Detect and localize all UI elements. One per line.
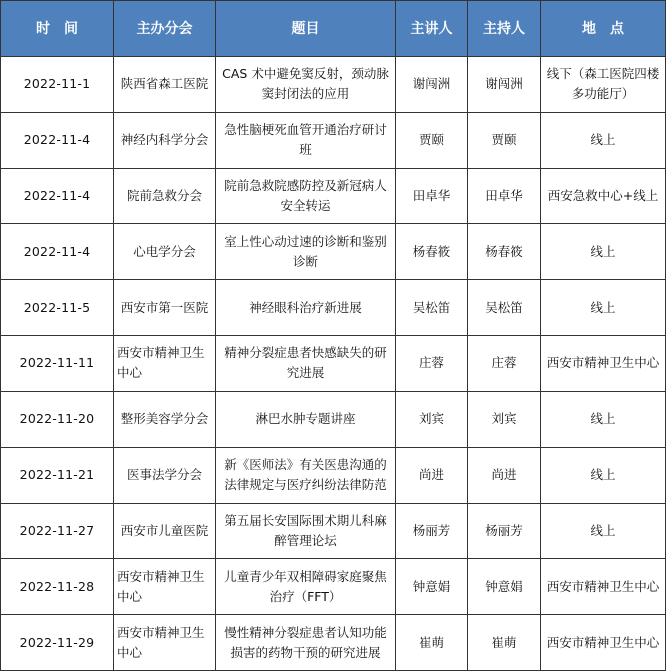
topic-line-1: CAS 术中避免窦反射，颈动脉 [222, 66, 389, 82]
host-cell [468, 112, 541, 168]
location-line-1: 线上 [590, 132, 616, 148]
topic-line-2: 损害的药物干预的研究进展 [230, 644, 381, 660]
topic-line-1: 室上性心动过速的诊断和鉴别 [224, 233, 387, 249]
organizer-text: 院前急救分会 [126, 188, 202, 204]
header-row [1, 1, 666, 57]
location-cell [541, 391, 666, 447]
organizer-text: 西安市精神卫生 中心 [117, 345, 205, 381]
location-line-1: 线上 [590, 299, 616, 315]
date-text: 2022-11-4 [23, 132, 91, 148]
host-text: 庄蓉 [491, 355, 517, 371]
date-text: 2022-11-21 [19, 467, 95, 483]
topic-cell [216, 447, 396, 503]
organizer-text: 陕西省森工医院 [120, 76, 209, 92]
speaker-text: 贾颐 [418, 132, 444, 148]
location-cell [541, 503, 666, 559]
topic-line-2: 班 [299, 142, 312, 158]
date-text: 2022-11-1 [23, 76, 91, 92]
table-row [1, 391, 666, 447]
topic-line-1: 第五届长安国际围术期儿科麻 [224, 512, 387, 528]
topic-line-1: 慢性精神分裂症患者认知功能 [224, 624, 387, 640]
organizer-text: 西安市精神卫生 中心 [117, 568, 205, 604]
date-cell [1, 447, 114, 503]
host-text: 钟意娟 [485, 578, 523, 594]
location-cell [541, 224, 666, 280]
speaker-cell [396, 280, 468, 336]
host-cell [468, 503, 541, 559]
host-text: 刘宾 [491, 411, 517, 427]
date-cell [1, 168, 114, 224]
host-cell [468, 280, 541, 336]
topic-cell [216, 615, 396, 671]
topic-line-1: 院前急救院感防控及新冠病人 [224, 178, 387, 194]
host-text: 谢闯洲 [485, 76, 523, 92]
speaker-cell [396, 112, 468, 168]
header-host: 主持人 [468, 1, 541, 57]
organizer-cell [114, 447, 216, 503]
date-cell [1, 112, 114, 168]
topic-line-1: 儿童青少年双相障碍家庭聚焦 [224, 568, 387, 584]
topic-line-2: 究进展 [286, 365, 325, 381]
organizer-text: 西安市儿童医院 [120, 522, 209, 538]
topic-cell [216, 280, 396, 336]
host-cell [468, 391, 541, 447]
date-text: 2022-11-29 [19, 634, 95, 650]
table-row [1, 615, 666, 671]
location-cell [541, 615, 666, 671]
location-line-1: 线下（森工医院四楼 [546, 66, 660, 82]
host-cell [468, 57, 541, 113]
topic-line-1: 精神分裂症患者快感缺失的研 [224, 345, 387, 361]
location-line-1: 线上 [590, 467, 616, 483]
date-cell [1, 224, 114, 280]
speaker-cell [396, 447, 468, 503]
organizer-text: 心电学分会 [133, 243, 196, 259]
host-cell [468, 168, 541, 224]
header-topic: 题目 [216, 1, 396, 57]
host-text: 贾颐 [491, 132, 517, 148]
host-cell [468, 336, 541, 392]
topic-line-2: 诊断 [292, 253, 318, 269]
table-row [1, 224, 666, 280]
organizer-cell [114, 112, 216, 168]
topic-line-1: 淋巴水肿专题讲座 [255, 411, 356, 427]
speaker-text: 吴松笛 [412, 299, 451, 315]
speaker-cell [396, 615, 468, 671]
speaker-text: 钟意娟 [412, 578, 451, 594]
speaker-text: 谢闯洲 [412, 76, 451, 92]
topic-cell [216, 559, 396, 615]
location-line-2: 多功能厅） [571, 86, 635, 102]
date-cell [1, 57, 114, 113]
date-cell [1, 391, 114, 447]
organizer-cell [114, 391, 216, 447]
host-cell [468, 559, 541, 615]
location-cell [541, 559, 666, 615]
topic-line-2: 安全转运 [280, 198, 331, 214]
organizer-cell [114, 168, 216, 224]
host-cell [468, 447, 541, 503]
date-text: 2022-11-4 [23, 188, 91, 204]
speaker-cell [396, 391, 468, 447]
host-text: 尚进 [491, 467, 517, 483]
date-cell [1, 503, 114, 559]
speaker-cell [396, 168, 468, 224]
speaker-text: 杨丽芳 [412, 522, 451, 538]
organizer-text: 整形美容学分会 [120, 411, 209, 427]
date-text: 2022-11-27 [19, 522, 95, 538]
table-row [1, 336, 666, 392]
speaker-cell [396, 224, 468, 280]
topic-line-2: 治疗（FFT） [269, 588, 342, 604]
topic-cell [216, 224, 396, 280]
topic-line-2: 醉管理论坛 [274, 532, 337, 548]
organizer-cell [114, 503, 216, 559]
speaker-cell [396, 57, 468, 113]
date-cell [1, 280, 114, 336]
host-text: 崔萌 [491, 634, 517, 650]
date-text: 2022-11-11 [19, 355, 95, 371]
topic-cell [216, 57, 396, 113]
organizer-text: 西安市精神卫生 中心 [117, 624, 205, 660]
date-cell [1, 615, 114, 671]
host-text: 杨春筱 [485, 243, 523, 259]
host-text: 田卓华 [485, 188, 523, 204]
topic-cell [216, 168, 396, 224]
speaker-text: 田卓华 [412, 188, 451, 204]
location-cell [541, 280, 666, 336]
topic-cell [216, 112, 396, 168]
organizer-cell [114, 559, 216, 615]
topic-cell [216, 336, 396, 392]
speaker-cell [396, 336, 468, 392]
host-cell [468, 224, 541, 280]
date-cell [1, 559, 114, 615]
speaker-text: 杨春筱 [412, 243, 451, 259]
speaker-text: 刘宾 [418, 411, 444, 427]
topic-line-2: 窦封闭法的应用 [261, 86, 350, 102]
table-row [1, 503, 666, 559]
topic-line-1: 新《医师法》有关医患沟通的 [224, 457, 387, 473]
location-line-1: 西安市精神卫生中心 [546, 578, 660, 594]
date-text: 2022-11-20 [19, 411, 95, 427]
host-text: 吴松笛 [485, 299, 523, 315]
location-line-1: 线上 [590, 243, 616, 259]
organizer-cell [114, 280, 216, 336]
date-text: 2022-11-28 [19, 578, 95, 594]
table-row [1, 447, 666, 503]
topic-cell [216, 391, 396, 447]
date-text: 2022-11-5 [23, 299, 91, 315]
speaker-cell [396, 503, 468, 559]
date-cell [1, 336, 114, 392]
organizer-cell [114, 615, 216, 671]
host-cell [468, 615, 541, 671]
speaker-text: 庄蓉 [418, 355, 444, 371]
organizer-cell [114, 57, 216, 113]
header-date: 时 间 [1, 1, 114, 57]
location-line-1: 线上 [590, 522, 616, 538]
table-row [1, 57, 666, 113]
speaker-cell [396, 559, 468, 615]
location-cell [541, 112, 666, 168]
speaker-text: 崔萌 [418, 634, 444, 650]
table-row [1, 559, 666, 615]
header-speaker: 主讲人 [396, 1, 468, 57]
table-row [1, 112, 666, 168]
host-text: 杨丽芳 [485, 522, 523, 538]
topic-cell [216, 503, 396, 559]
topic-line-2: 法律规定与医疗纠纷法律防范 [224, 477, 387, 493]
table-row [1, 168, 666, 224]
header-location: 地 点 [541, 1, 666, 57]
location-cell [541, 168, 666, 224]
organizer-text: 神经内科学分会 [120, 132, 209, 148]
organizer-text: 医事法学分会 [126, 467, 202, 483]
location-cell [541, 336, 666, 392]
location-line-1: 西安市精神卫生中心 [546, 634, 660, 650]
date-text: 2022-11-4 [23, 243, 91, 259]
topic-line-1: 急性脑梗死血管开通治疗研讨 [224, 122, 387, 138]
location-line-1: 线上 [590, 411, 616, 427]
organizer-cell [114, 336, 216, 392]
location-line-1: 西安市精神卫生中心 [546, 355, 660, 371]
topic-line-1: 神经眼科治疗新进展 [249, 299, 362, 315]
location-cell [541, 447, 666, 503]
table-row [1, 280, 666, 336]
speaker-text: 尚进 [418, 467, 444, 483]
organizer-cell [114, 224, 216, 280]
header-organizer: 主办分会 [114, 1, 216, 57]
organizer-text: 西安市第一医院 [120, 299, 209, 315]
location-cell [541, 57, 666, 113]
location-line-1: 西安急救中心+线上 [547, 188, 659, 204]
